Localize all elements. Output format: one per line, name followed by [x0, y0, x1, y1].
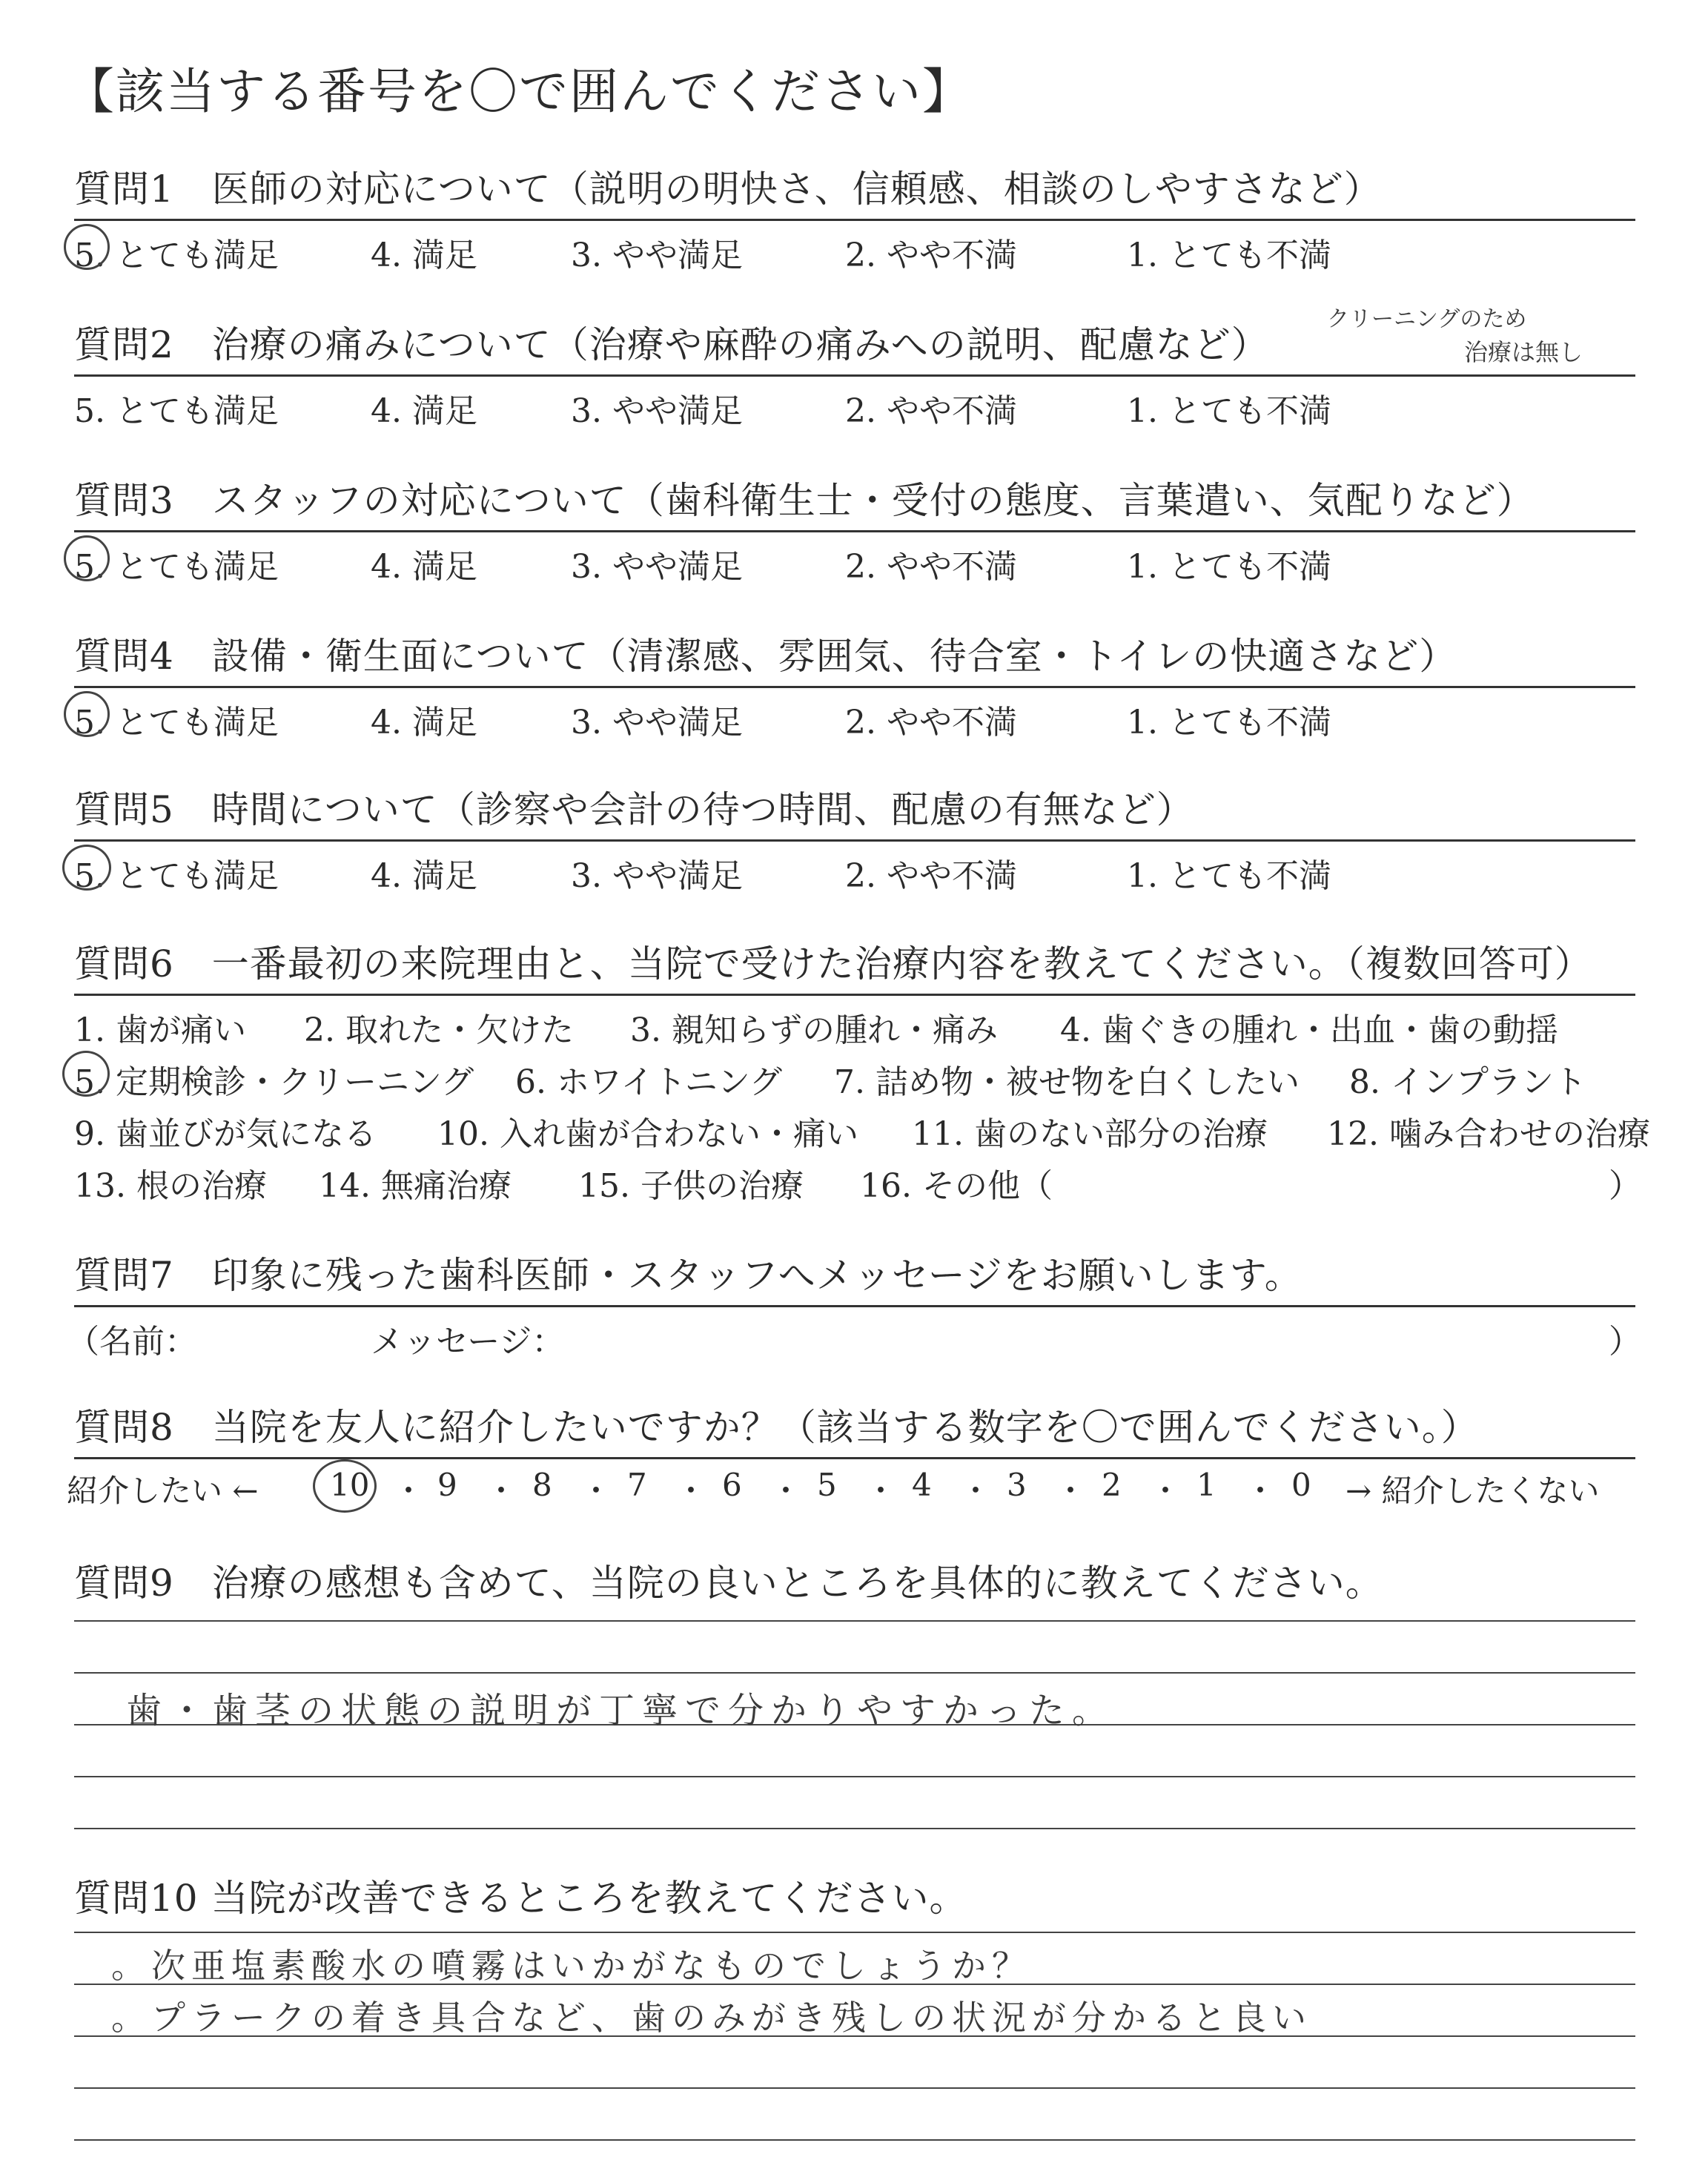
question-7-title: 質問7 印象に残った歯科医師・スタッフへメッセージをお願いします。 [74, 1246, 1635, 1307]
question-3-title: 質問3 スタッフの対応について（歯科衛生士・受付の態度、言葉遣い、気配りなど） [74, 471, 1635, 532]
question-5 [74, 780, 1635, 894]
q10-handwritten-answer-line-1: 。次亜塩素酸水の噴霧はいかがなものでしょうか？ [111, 1946, 1032, 1986]
question-2-title: 質問2 治療の痛みについて（治療や麻酔の痛みへの説明、配慮など） [74, 315, 1635, 377]
q1-option-3[interactable]: 3. やや満足 [571, 237, 743, 274]
question-5-options [74, 842, 1635, 894]
question-6 [74, 934, 1650, 1205]
q6-option-2[interactable]: 2. 取れた・欠けた [304, 1011, 574, 1049]
q8-score-2[interactable]: 2 [1102, 1467, 1122, 1503]
q4-option-5[interactable]: 5. とても満足 [74, 704, 279, 742]
question-2-options [74, 377, 1635, 429]
answer-line [74, 2139, 1635, 2141]
question-6-title: 質問6 一番最初の来院理由と、当院で受けた治療内容を教えてください。（複数回答可） [74, 934, 1635, 996]
q2-option-3[interactable]: 3. やや満足 [571, 392, 743, 430]
q6-other-close-paren: ） [1609, 1167, 1641, 1205]
q2-option-5[interactable]: 5. とても満足 [74, 392, 279, 430]
q6-option-7[interactable]: 7. 詰め物・被せ物を白くしたい [834, 1063, 1300, 1101]
q6-row-1 [74, 996, 1635, 1048]
q5-option-3[interactable]: 3. やや満足 [571, 857, 743, 895]
q6-option-13[interactable]: 13. 根の治療 [74, 1167, 267, 1205]
q8-score-3[interactable]: 3 [1007, 1467, 1027, 1503]
q4-option-2[interactable]: 2. やや不満 [845, 704, 1017, 742]
q8-score-10[interactable]: 10 [330, 1467, 370, 1503]
q7-message-label: メッセージ： [371, 1323, 565, 1361]
q4-option-1[interactable]: 1. とても不満 [1127, 704, 1331, 742]
q5-option-4[interactable]: 4. 満足 [371, 857, 477, 895]
q8-right-label: → 紹介したくない [1345, 1473, 1600, 1509]
q6-row-3 [74, 1100, 1650, 1153]
question-8-title: 質問8 当院を友人に紹介したいですか？（該当する数字を〇で囲んでください。） [74, 1398, 1635, 1459]
question-1-options [74, 221, 1635, 273]
q6-option-10[interactable]: 10. 入れ歯が合わない・痛い [437, 1115, 858, 1153]
q6-option-4[interactable]: 4. 歯ぐきの腫れ・出血・歯の動揺 [1060, 1011, 1558, 1049]
q8-score-1[interactable]: 1 [1196, 1467, 1217, 1503]
question-9 [74, 1553, 1635, 1613]
q1-option-2[interactable]: 2. やや不満 [845, 237, 1017, 274]
question-10 [74, 1869, 1635, 1928]
q6-option-16[interactable]: 16. その他（ [860, 1167, 1053, 1205]
q5-option-5[interactable]: 5. とても満足 [74, 857, 279, 895]
question-7 [67, 1246, 1641, 1361]
question-4-title: 質問4 設備・衛生面について（清潔感、雰囲気、待合室・トイレの快適さなど） [74, 627, 1635, 688]
q3-option-1[interactable]: 1. とても不満 [1127, 548, 1331, 586]
question-5-title: 質問5 時間について（診察や会計の待つ時間、配慮の有無など） [74, 780, 1635, 842]
q10-handwritten-answer-line-2: 。プラークの着き具合など、歯のみがき残しの状況が分かると良い [111, 1998, 1312, 2038]
q6-option-8[interactable]: 8. インプラント [1349, 1063, 1586, 1101]
question-4 [74, 627, 1635, 740]
question-3 [74, 471, 1635, 584]
q8-score-8[interactable]: 8 [532, 1467, 552, 1503]
q6-option-1[interactable]: 1. 歯が痛い [74, 1011, 246, 1049]
handwritten-note-line-1: クリーニングのため [1327, 306, 1527, 332]
q1-option-5[interactable]: 5. とても満足 [74, 237, 279, 274]
q5-option-1[interactable]: 1. とても不満 [1127, 857, 1331, 895]
form-header: 【該当する番号を〇で囲んでください】 [65, 63, 973, 120]
q5-option-2[interactable]: 2. やや不満 [845, 857, 1017, 895]
question-7-fields [67, 1307, 1641, 1361]
q2-option-2[interactable]: 2. やや不満 [845, 392, 1017, 430]
q6-option-14[interactable]: 14. 無痛治療 [319, 1167, 512, 1205]
q8-left-label: 紹介したい ← [67, 1473, 259, 1509]
q6-row-2 [74, 1048, 1635, 1100]
q3-option-2[interactable]: 2. やや不満 [845, 548, 1017, 586]
q3-option-4[interactable]: 4. 満足 [371, 548, 477, 586]
q4-option-3[interactable]: 3. やや満足 [571, 704, 743, 742]
question-8 [67, 1398, 1635, 1511]
answer-line [74, 1932, 1635, 1933]
q2-option-4[interactable]: 4. 満足 [371, 392, 477, 430]
question-1 [74, 159, 1635, 273]
q8-score-9[interactable]: 9 [437, 1467, 457, 1503]
q6-option-5[interactable]: 5. 定期検診・クリーニング [74, 1063, 474, 1101]
q6-option-11[interactable]: 11. 歯のない部分の治療 [912, 1115, 1268, 1153]
q6-row-4 [74, 1152, 1641, 1205]
answer-line [74, 1828, 1635, 1829]
question-1-title: 質問1 医師の対応について（説明の明快さ、信頼感、相談のしやすさなど） [74, 159, 1635, 221]
q6-option-12[interactable]: 12. 噛み合わせの治療 [1327, 1115, 1650, 1153]
q6-option-15[interactable]: 15. 子供の治療 [578, 1167, 804, 1205]
q8-score-4[interactable]: 4 [912, 1467, 932, 1503]
handwritten-note-line-2: 治療は無し [1464, 338, 1583, 366]
q8-score-6[interactable]: 6 [722, 1467, 742, 1503]
q9-handwritten-answer: 歯・歯茎の状態の説明が丁寧で分かりやすかった。 [126, 1690, 1116, 1731]
q3-option-3[interactable]: 3. やや満足 [571, 548, 743, 586]
q2-option-1[interactable]: 1. とても不満 [1127, 392, 1331, 430]
q8-score-0[interactable]: 0 [1291, 1467, 1311, 1503]
answer-line [74, 1672, 1635, 1674]
q3-option-5[interactable]: 5. とても満足 [74, 548, 279, 586]
q1-option-1[interactable]: 1. とても不満 [1127, 237, 1331, 274]
answer-line [74, 2087, 1635, 2089]
q4-option-4[interactable]: 4. 満足 [371, 704, 477, 742]
question-4-options [74, 688, 1635, 740]
q8-score-5[interactable]: 5 [817, 1467, 837, 1503]
q6-option-3[interactable]: 3. 親知らずの腫れ・痛み [630, 1011, 998, 1049]
q7-close-paren: ） [1609, 1323, 1641, 1361]
question-9-title: 質問9 治療の感想も含めて、当院の良いところを具体的に教えてください。 [74, 1562, 1383, 1605]
q6-option-9[interactable]: 9. 歯並びが気になる [74, 1115, 377, 1153]
q8-score-7[interactable]: 7 [627, 1467, 647, 1503]
question-3-options [74, 532, 1635, 584]
q1-option-4[interactable]: 4. 満足 [371, 237, 477, 274]
q8-scale: 紹介したい ← 10 ・ 9 ・ 8 ・ 7 ・ 6 ・ 5 ・ 4 ・ 3 ・ 2 ・ 1 ・ 0 → 紹介したくない [74, 1459, 1635, 1511]
answer-line [74, 1620, 1635, 1622]
answer-line [74, 1776, 1635, 1777]
q6-option-6[interactable]: 6. ホワイトニング [515, 1063, 783, 1101]
q7-name-label: （名前： [67, 1323, 197, 1361]
question-10-title: 質問10 当院が改善できるところを教えてください。 [74, 1877, 967, 1920]
